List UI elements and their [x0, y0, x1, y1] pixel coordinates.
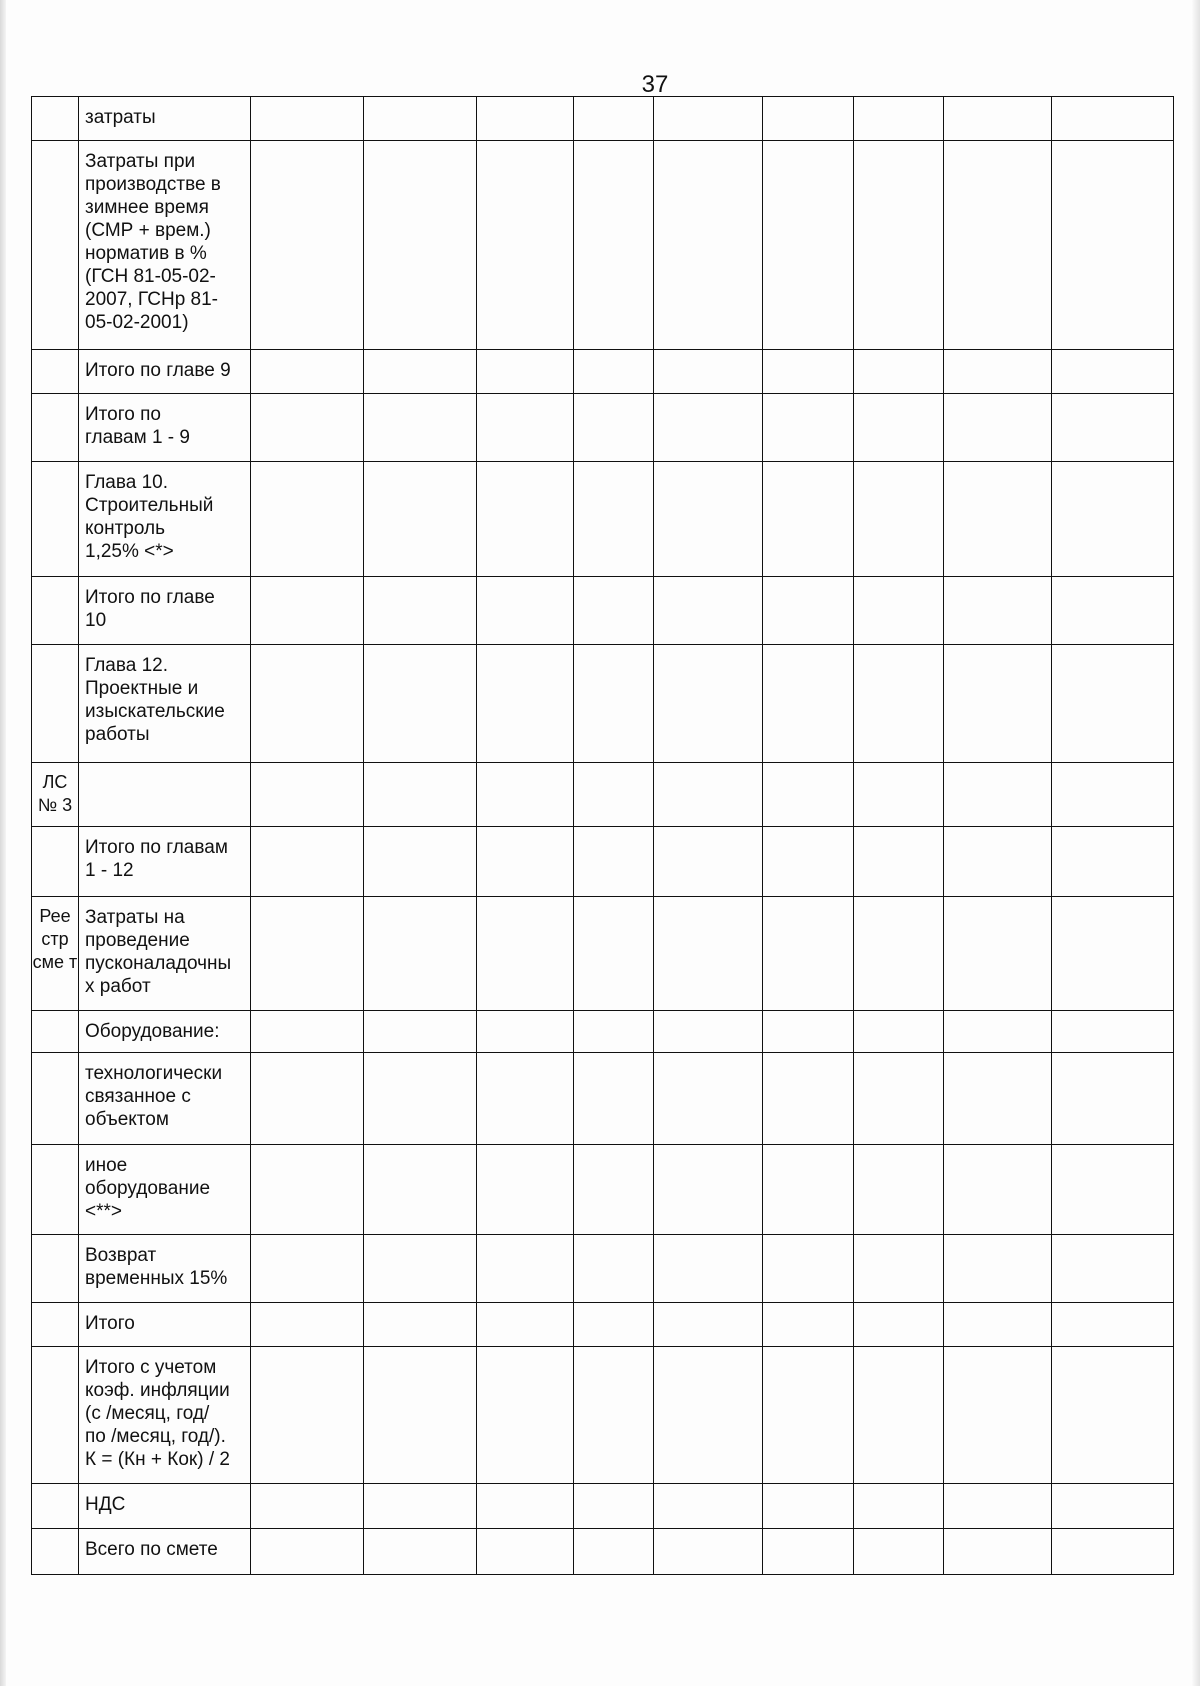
value-cell: [1052, 1053, 1174, 1145]
value-cell: [854, 394, 944, 462]
value-cell: [477, 141, 574, 350]
value-cell: [364, 763, 477, 827]
row-name-cell: Глава 10. Строительный контроль 1,25% <*>: [79, 462, 251, 577]
table-row: [32, 897, 1174, 1011]
value-cell: [574, 1053, 654, 1145]
value-cell: [364, 827, 477, 897]
value-cell: [574, 394, 654, 462]
value-cell: [763, 141, 854, 350]
value-cell: [477, 394, 574, 462]
scan-edge-right: [1192, 0, 1200, 1686]
value-cell: [763, 1303, 854, 1347]
value-cell: [364, 1011, 477, 1053]
value-cell: [854, 1053, 944, 1145]
value-cell: [364, 350, 477, 394]
row-name-cell: НДС: [79, 1484, 251, 1529]
value-cell: [364, 462, 477, 577]
row-name-cell: Итого: [79, 1303, 251, 1347]
value-cell: [854, 97, 944, 141]
row-number-cell: [32, 462, 79, 577]
value-cell: [364, 97, 477, 141]
value-cell: [364, 1235, 477, 1303]
value-cell: [654, 350, 763, 394]
value-cell: [574, 577, 654, 645]
value-cell: [944, 763, 1052, 827]
value-cell: [1052, 1303, 1174, 1347]
value-cell: [1052, 827, 1174, 897]
value-cell: [477, 1053, 574, 1145]
value-cell: [364, 1303, 477, 1347]
value-cell: [574, 1145, 654, 1235]
value-cell: [1052, 1347, 1174, 1484]
value-cell: [251, 1011, 364, 1053]
value-cell: [574, 141, 654, 350]
value-cell: [251, 97, 364, 141]
value-cell: [654, 1145, 763, 1235]
value-cell: [364, 1053, 477, 1145]
value-cell: [1052, 1529, 1174, 1575]
value-cell: [1052, 394, 1174, 462]
row-name-cell: Итого по главе 10: [79, 577, 251, 645]
row-number-cell: [32, 394, 79, 462]
value-cell: [364, 577, 477, 645]
value-cell: [944, 97, 1052, 141]
value-cell: [1052, 462, 1174, 577]
row-name-cell: технологически связанное с объектом: [79, 1053, 251, 1145]
table-row: [32, 1235, 1174, 1303]
value-cell: [854, 1347, 944, 1484]
value-cell: [364, 645, 477, 763]
value-cell: [854, 1529, 944, 1575]
value-cell: [574, 1235, 654, 1303]
table-row: [32, 394, 1174, 462]
value-cell: [477, 577, 574, 645]
table-row: [32, 1484, 1174, 1529]
row-number-cell: [32, 1484, 79, 1529]
value-cell: [477, 1235, 574, 1303]
value-cell: [1052, 1484, 1174, 1529]
value-cell: [944, 350, 1052, 394]
value-cell: [477, 645, 574, 763]
table-row: [32, 1303, 1174, 1347]
value-cell: [251, 827, 364, 897]
value-cell: [854, 141, 944, 350]
value-cell: [944, 897, 1052, 1011]
table-row: [32, 1347, 1174, 1484]
value-cell: [944, 1484, 1052, 1529]
row-number-cell: Рее стр сме т: [32, 897, 79, 1011]
value-cell: [944, 1303, 1052, 1347]
row-number-cell: [32, 1235, 79, 1303]
value-cell: [654, 577, 763, 645]
value-cell: [251, 897, 364, 1011]
value-cell: [574, 462, 654, 577]
value-cell: [477, 97, 574, 141]
table-row: [32, 1011, 1174, 1053]
value-cell: [854, 645, 944, 763]
row-number-cell: [32, 141, 79, 350]
value-cell: [654, 1011, 763, 1053]
value-cell: [854, 1145, 944, 1235]
value-cell: [854, 1235, 944, 1303]
value-cell: [574, 645, 654, 763]
value-cell: [364, 394, 477, 462]
value-cell: [654, 141, 763, 350]
value-cell: [1052, 897, 1174, 1011]
row-number-cell: [32, 1053, 79, 1145]
value-cell: [763, 1011, 854, 1053]
table-row: [32, 141, 1174, 350]
table-row: [32, 350, 1174, 394]
row-number-cell: [32, 1145, 79, 1235]
row-name-cell: Оборудование:: [79, 1011, 251, 1053]
value-cell: [251, 1053, 364, 1145]
value-cell: [654, 394, 763, 462]
value-cell: [763, 827, 854, 897]
value-cell: [944, 1235, 1052, 1303]
value-cell: [251, 350, 364, 394]
value-cell: [251, 141, 364, 350]
value-cell: [1052, 350, 1174, 394]
value-cell: [251, 577, 364, 645]
value-cell: [654, 763, 763, 827]
value-cell: [944, 1053, 1052, 1145]
value-cell: [364, 1145, 477, 1235]
value-cell: [251, 1347, 364, 1484]
row-name-cell: иное оборудование <**>: [79, 1145, 251, 1235]
value-cell: [251, 645, 364, 763]
value-cell: [574, 1484, 654, 1529]
row-number-cell: [32, 1011, 79, 1053]
value-cell: [944, 462, 1052, 577]
value-cell: [654, 462, 763, 577]
value-cell: [251, 763, 364, 827]
value-cell: [763, 97, 854, 141]
value-cell: [854, 1484, 944, 1529]
row-number-cell: ЛС № 3: [32, 763, 79, 827]
value-cell: [944, 577, 1052, 645]
value-cell: [944, 1347, 1052, 1484]
value-cell: [854, 897, 944, 1011]
value-cell: [477, 1303, 574, 1347]
value-cell: [364, 897, 477, 1011]
table-row: [32, 763, 1174, 827]
table-row: [32, 827, 1174, 897]
value-cell: [477, 350, 574, 394]
value-cell: [251, 1235, 364, 1303]
value-cell: [574, 897, 654, 1011]
row-name-cell: затраты: [79, 97, 251, 141]
value-cell: [574, 1347, 654, 1484]
value-cell: [364, 1484, 477, 1529]
value-cell: [854, 763, 944, 827]
value-cell: [654, 1529, 763, 1575]
value-cell: [574, 1303, 654, 1347]
value-cell: [654, 1235, 763, 1303]
value-cell: [364, 141, 477, 350]
value-cell: [763, 645, 854, 763]
row-number-cell: [32, 645, 79, 763]
row-number-cell: [32, 1529, 79, 1575]
value-cell: [763, 350, 854, 394]
table-row: [32, 97, 1174, 141]
value-cell: [251, 1303, 364, 1347]
value-cell: [763, 897, 854, 1011]
row-name-cell: Итого по главам 1 - 12: [79, 827, 251, 897]
value-cell: [654, 1484, 763, 1529]
value-cell: [944, 1011, 1052, 1053]
value-cell: [251, 462, 364, 577]
value-cell: [1052, 1011, 1174, 1053]
row-name-cell: Глава 12. Проектные и изыскательские работы: [79, 645, 251, 763]
value-cell: [477, 1347, 574, 1484]
row-number-cell: [32, 1347, 79, 1484]
value-cell: [944, 645, 1052, 763]
value-cell: [763, 1347, 854, 1484]
value-cell: [854, 350, 944, 394]
table-row: [32, 462, 1174, 577]
value-cell: [944, 394, 1052, 462]
row-name-cell: Возврат временных 15%: [79, 1235, 251, 1303]
row-name-cell: Всего по смете: [79, 1529, 251, 1575]
row-name-cell: Итого с учетом коэф. инфляции (с /месяц, год/ по /месяц, год/). К = (Кн + Кок) / 2: [79, 1347, 251, 1484]
row-name-cell: Итого по главам 1 - 9: [79, 394, 251, 462]
value-cell: [574, 97, 654, 141]
value-cell: [944, 1529, 1052, 1575]
row-number-cell: [32, 827, 79, 897]
row-number-cell: [32, 1303, 79, 1347]
value-cell: [574, 763, 654, 827]
value-cell: [364, 1529, 477, 1575]
value-cell: [763, 763, 854, 827]
value-cell: [574, 827, 654, 897]
value-cell: [251, 1484, 364, 1529]
value-cell: [654, 1347, 763, 1484]
value-cell: [1052, 141, 1174, 350]
value-cell: [1052, 645, 1174, 763]
value-cell: [654, 1053, 763, 1145]
value-cell: [654, 827, 763, 897]
estimate-table: [31, 96, 1174, 1575]
row-name-cell: Затраты на проведение пусконаладочны х работ: [79, 897, 251, 1011]
row-number-cell: [32, 97, 79, 141]
table-row: [32, 645, 1174, 763]
value-cell: [477, 1011, 574, 1053]
value-cell: [854, 462, 944, 577]
value-cell: [654, 1303, 763, 1347]
value-cell: [1052, 1235, 1174, 1303]
value-cell: [654, 97, 763, 141]
value-cell: [944, 827, 1052, 897]
value-cell: [574, 1011, 654, 1053]
value-cell: [763, 1145, 854, 1235]
value-cell: [477, 1484, 574, 1529]
value-cell: [654, 897, 763, 1011]
table-row: [32, 1053, 1174, 1145]
value-cell: [574, 1529, 654, 1575]
value-cell: [944, 1145, 1052, 1235]
value-cell: [1052, 97, 1174, 141]
value-cell: [763, 1053, 854, 1145]
value-cell: [854, 1011, 944, 1053]
value-cell: [477, 1529, 574, 1575]
value-cell: [251, 1145, 364, 1235]
page-number: 37: [641, 71, 669, 98]
value-cell: [763, 1235, 854, 1303]
value-cell: [854, 827, 944, 897]
row-name-cell: Затраты при производстве в зимнее время (СМР + врем.) норматив в % (ГСН 81-05-02- 2007, ГСНр 81- 05-02-2001): [79, 141, 251, 350]
value-cell: [251, 1529, 364, 1575]
value-cell: [763, 394, 854, 462]
value-cell: [1052, 577, 1174, 645]
value-cell: [763, 1484, 854, 1529]
table-row: [32, 1529, 1174, 1575]
value-cell: [574, 350, 654, 394]
value-cell: [763, 577, 854, 645]
value-cell: [477, 763, 574, 827]
value-cell: [763, 462, 854, 577]
table-row: [32, 577, 1174, 645]
value-cell: [477, 462, 574, 577]
value-cell: [1052, 1145, 1174, 1235]
row-name-cell: Итого по главе 9: [79, 350, 251, 394]
value-cell: [944, 141, 1052, 350]
value-cell: [854, 577, 944, 645]
value-cell: [477, 1145, 574, 1235]
value-cell: [364, 1347, 477, 1484]
row-number-cell: [32, 350, 79, 394]
row-name-cell: [79, 763, 251, 827]
value-cell: [854, 1303, 944, 1347]
value-cell: [1052, 763, 1174, 827]
table-row: [32, 1145, 1174, 1235]
value-cell: [251, 394, 364, 462]
value-cell: [654, 645, 763, 763]
value-cell: [477, 827, 574, 897]
value-cell: [477, 897, 574, 1011]
value-cell: [763, 1529, 854, 1575]
row-number-cell: [32, 577, 79, 645]
scan-edge-left: [0, 0, 6, 1686]
